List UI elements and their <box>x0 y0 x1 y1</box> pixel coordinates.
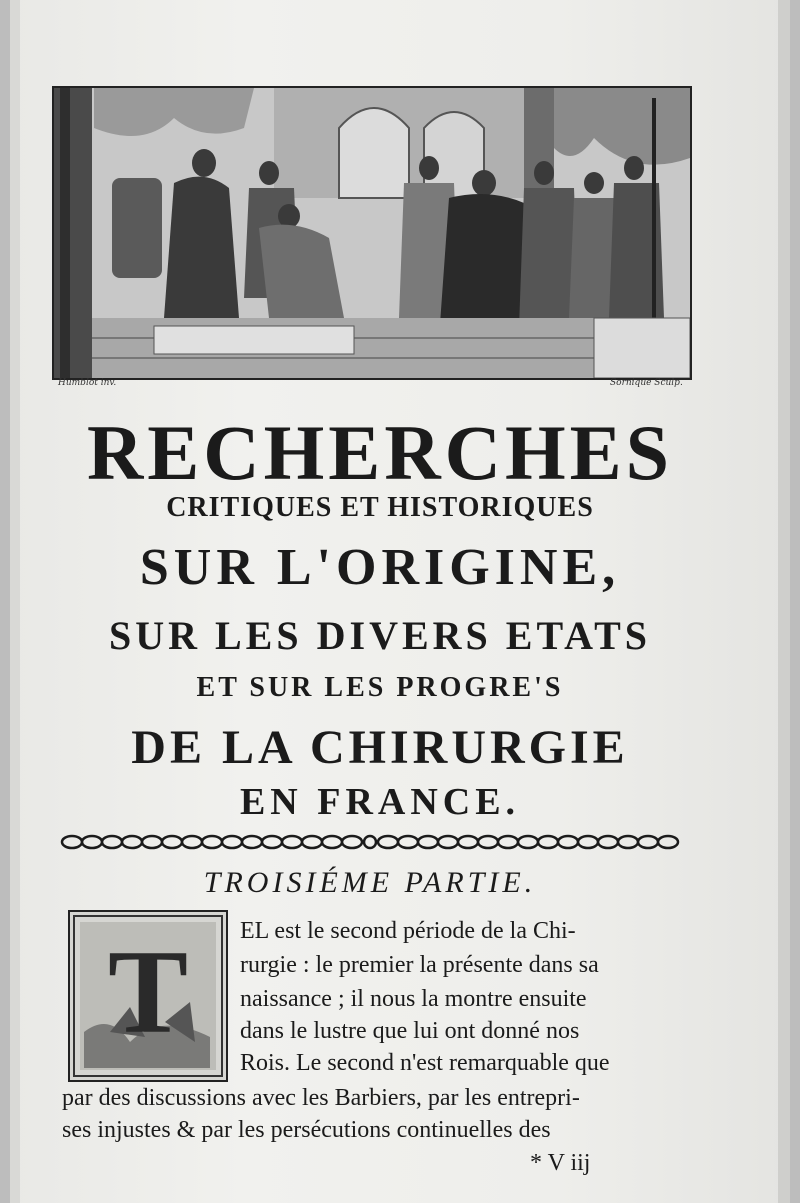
engraver-credit-left: Humblot inv. <box>58 378 117 388</box>
engraver-credit-right: Sornique Sculp. <box>610 378 683 388</box>
title-line-7: EN FRANCE. <box>239 781 521 823</box>
body-line: Rois. Le second n'est remarquable que <box>240 1050 610 1076</box>
section-heading: TROISIÉME PARTIE. <box>203 866 537 899</box>
ornamental-rule <box>60 832 680 852</box>
body-line: rurgie : le premier la présente dans sa <box>240 952 599 978</box>
title-line-4: SUR LES DIVERS ETATS <box>108 613 651 658</box>
title-line-6: DE LA CHIRURGIE <box>131 721 629 774</box>
title-line-1: RECHERCHES <box>86 409 674 496</box>
body-line: EL est le second période de la Chi- <box>240 918 576 944</box>
title-line-5: ET SUR LES PROGRE'S <box>196 672 564 703</box>
body-line: dans le lustre que lui ont donné nos <box>240 1018 580 1044</box>
body-line: naissance ; il nous la montre ensuite <box>240 986 587 1012</box>
headpiece-engraving <box>52 86 692 380</box>
title-line-2: CRITIQUES ET HISTORIQUES <box>166 492 594 523</box>
page-edge-shadow-right <box>778 0 790 1203</box>
body-line: par des discussions avec les Barbiers, par les entrepri- <box>62 1085 580 1111</box>
body-line: ses injustes & par les persécutions continuelles des <box>62 1117 551 1143</box>
page-edge-shadow <box>10 0 20 1203</box>
signature-mark: * V iij <box>530 1150 591 1176</box>
title-line-3: SUR L'ORIGINE, <box>139 539 621 596</box>
dropcap-letter: T <box>107 925 189 1058</box>
decorated-initial <box>68 910 228 1082</box>
